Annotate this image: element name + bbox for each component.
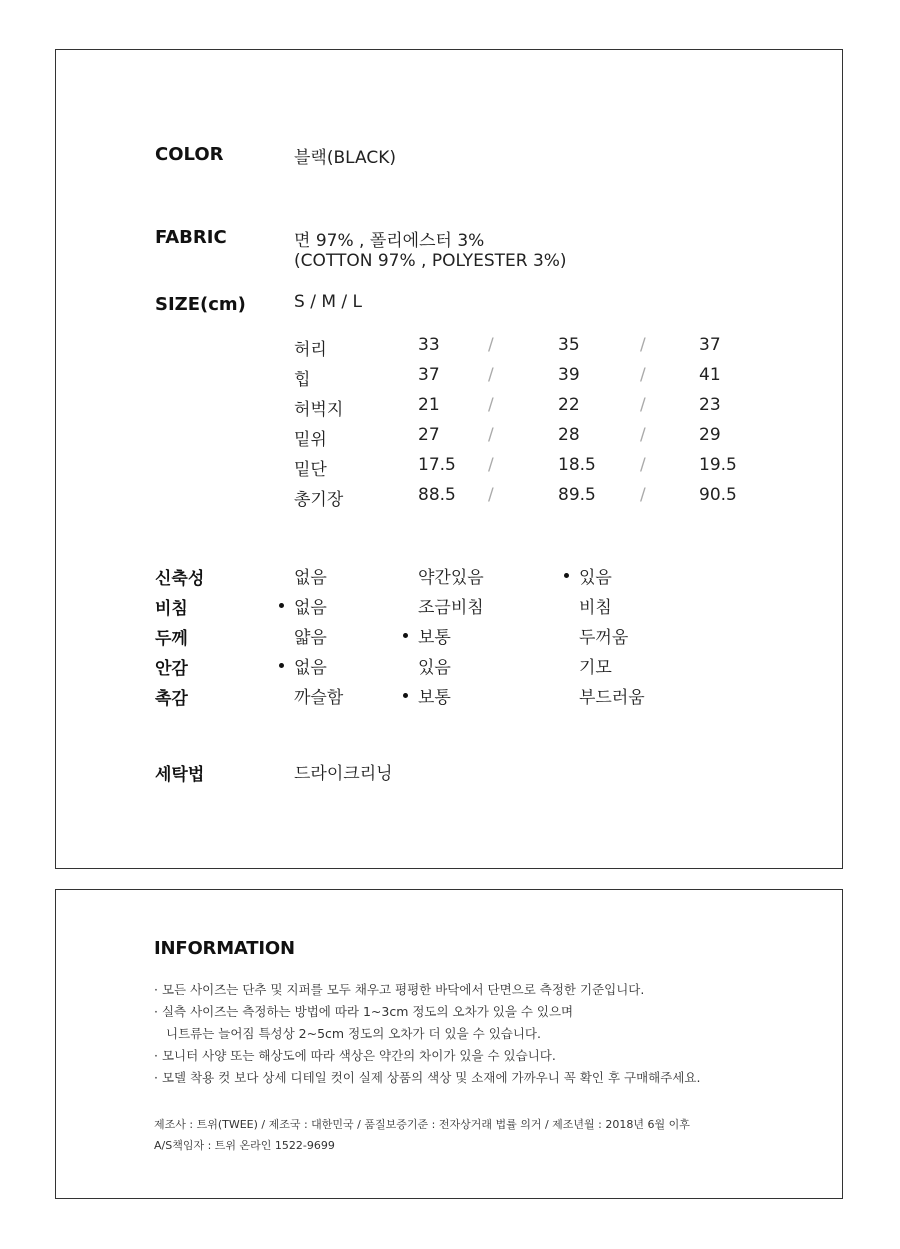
fabric-value-ko: 면 97% , 폴리에스터 3% [294,231,485,251]
size-separator: / [488,455,494,475]
information-panel [55,889,843,1199]
attribute-option: 보통 [418,688,451,708]
selected-bullet-icon [403,633,408,638]
attribute-option: 약간있음 [418,568,484,588]
size-value-l: 19.5 [699,455,737,475]
info-line: · 실측 사이즈는 측정하는 방법에 따라 1~3cm 정도의 오차가 있을 수 있으며 [154,1004,574,1019]
info-line: 니트류는 늘어짐 특성상 2~5cm 정도의 오차가 더 있을 수 있습니다. [166,1026,541,1041]
attribute-option: 부드러움 [579,688,645,708]
size-separator: / [488,395,494,415]
size-separator: / [488,425,494,445]
washing-value: 드라이크리닝 [294,764,393,784]
size-separator: / [488,335,494,355]
size-value-s: 21 [418,395,440,415]
size-value-s: 27 [418,425,440,445]
attribute-label: 촉감 [155,689,188,709]
attribute-label: 비침 [155,599,188,619]
size-value-m: 22 [558,395,580,415]
size-row-name: 허벅지 [294,400,344,420]
size-value-l: 90.5 [699,485,737,505]
attribute-option: 없음 [294,598,327,618]
size-separator: / [488,365,494,385]
attribute-label: 두께 [155,629,188,649]
size-separator: / [640,365,646,385]
washing-label: 세탁법 [155,765,205,785]
color-label: COLOR [155,144,224,165]
size-row-name: 힙 [294,370,311,390]
size-value-s: 88.5 [418,485,456,505]
info-line: · 모든 사이즈는 단추 및 지퍼를 모두 채우고 평평한 바닥에서 단면으로 측정한 기준입니다. [154,982,645,997]
size-separator: / [640,485,646,505]
size-value-l: 29 [699,425,721,445]
size-value-m: 39 [558,365,580,385]
size-value-l: 37 [699,335,721,355]
size-separator: / [640,395,646,415]
as-contact-info: A/S책임자 : 트위 온라인 1522-9699 [154,1139,335,1152]
attribute-option: 비침 [579,598,612,618]
information-title: INFORMATION [154,938,295,959]
size-label: SIZE(cm) [155,294,246,315]
attribute-label: 안감 [155,659,188,679]
size-value-s: 37 [418,365,440,385]
size-value-l: 41 [699,365,721,385]
attribute-option: 없음 [294,568,327,588]
color-value: 블랙(BLACK) [294,148,396,168]
info-line: · 모니터 사양 또는 해상도에 따라 색상은 약간의 차이가 있을 수 있습니다. [154,1048,556,1063]
attribute-option: 없음 [294,658,327,678]
size-row-name: 총기장 [294,490,344,510]
attribute-option: 있음 [579,568,612,588]
attribute-option: 까슬함 [294,688,344,708]
size-separator: / [640,455,646,475]
fabric-label: FABRIC [155,227,227,248]
fabric-value-en: (COTTON 97% , POLYESTER 3%) [294,251,567,271]
info-line: · 모델 착용 컷 보다 상세 디테일 컷이 실제 상품의 색상 및 소재에 가까우니 꼭 확인 후 구매해주세요. [154,1070,701,1085]
size-row-name: 밑위 [294,430,327,450]
attribute-option: 보통 [418,628,451,648]
size-value-m: 35 [558,335,580,355]
attribute-option: 얇음 [294,628,327,648]
selected-bullet-icon [403,693,408,698]
selected-bullet-icon [279,663,284,668]
size-value-m: 18.5 [558,455,596,475]
product-spec-panel [55,49,843,869]
size-value-s: 33 [418,335,440,355]
size-row-name: 허리 [294,340,327,360]
size-row-name: 밑단 [294,460,327,480]
selected-bullet-icon [564,573,569,578]
manufacturer-info: 제조사 : 트위(TWEE) / 제조국 : 대한민국 / 품질보증기준 : 전자상거래 법률 의거 / 제조년월 : 2018년 6월 이후 [154,1118,690,1131]
attribute-option: 두꺼움 [579,628,629,648]
selected-bullet-icon [279,603,284,608]
attribute-label: 신축성 [155,569,205,589]
attribute-option: 조금비침 [418,598,484,618]
size-separator: / [640,335,646,355]
size-value-m: 89.5 [558,485,596,505]
attribute-option: 기모 [579,658,612,678]
size-value-l: 23 [699,395,721,415]
size-options: S / M / L [294,292,362,312]
size-separator: / [488,485,494,505]
attribute-option: 있음 [418,658,451,678]
size-separator: / [640,425,646,445]
size-value-m: 28 [558,425,580,445]
size-value-s: 17.5 [418,455,456,475]
